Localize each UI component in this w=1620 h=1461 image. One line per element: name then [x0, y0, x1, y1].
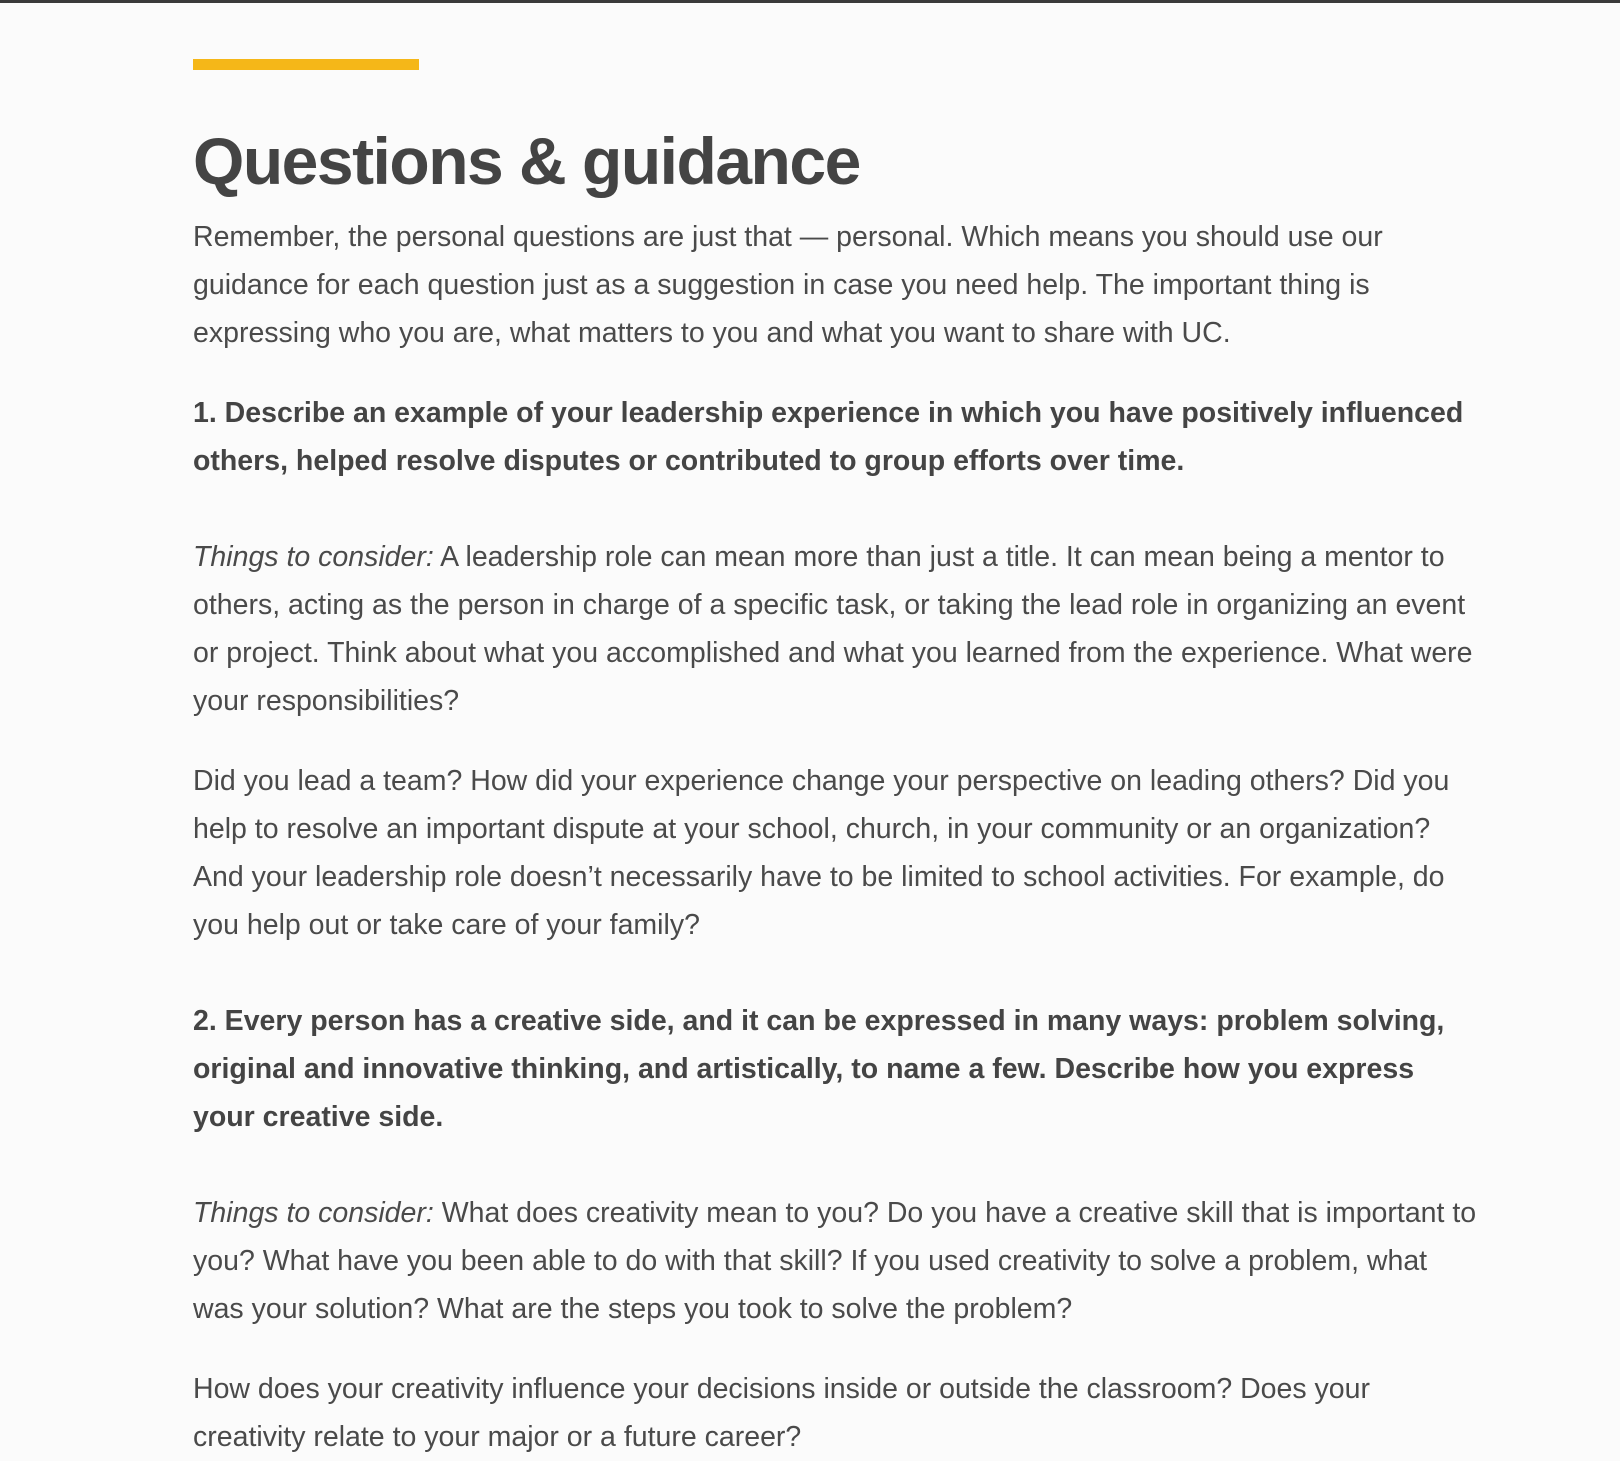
consider-text: A leadership role can mean more than just a title. It can mean being a mentor to others, acting as the person in charge of a specific task, or taking the lead role in organizing an event or project. Think about what you accomplished and what you learned from the experience. What were your responsibilities?	[193, 541, 1473, 717]
consider-text: What does creativity mean to you? Do you have a creative skill that is important to you? What have you been able to do with that skill? If you used creativity to solve a problem, what was your solution? What are the steps you took to solve the problem?	[193, 1197, 1477, 1325]
question-1-prompt: 1. Describe an example of your leadership experience in which you have positively influenced others, helped resolve disputes or contributed to group efforts over time.	[193, 397, 1464, 477]
intro-paragraph: Remember, the personal questions are just that — personal. Which means you should use our guidance for each question just as a suggestion in case you need help. The important thing is expressing who you are, what matters to you and what you want to share with UC.	[193, 221, 1383, 349]
accent-bar	[193, 59, 419, 70]
consider-label: Things to consider:	[193, 1197, 434, 1229]
question-1-consider	[193, 533, 1483, 725]
question-2-consider	[193, 1189, 1483, 1333]
article-body	[193, 213, 1483, 1461]
consider-label: Things to consider:	[193, 541, 434, 573]
question-2-followup: How does your creativity influence your decisions inside or outside the classroom? Does your creativity relate to your major or a future career?	[193, 1373, 1370, 1453]
question-1-followup: Did you lead a team? How did your experience change your perspective on leading others? Did you help to resolve an important dispute at your school, church, in your community or an organization? And your leadership role doesn’t necessarily have to be limited to school activities. For example, do you help out or take care of your family?	[193, 765, 1450, 941]
page-title: Questions & guidance	[193, 124, 860, 198]
question-2-prompt: 2. Every person has a creative side, and it can be expressed in many ways: problem solving, original and innovative thinking, and artistically, to name a few. Describe how you express your creative side.	[193, 1005, 1445, 1133]
top-border	[0, 0, 1620, 3]
